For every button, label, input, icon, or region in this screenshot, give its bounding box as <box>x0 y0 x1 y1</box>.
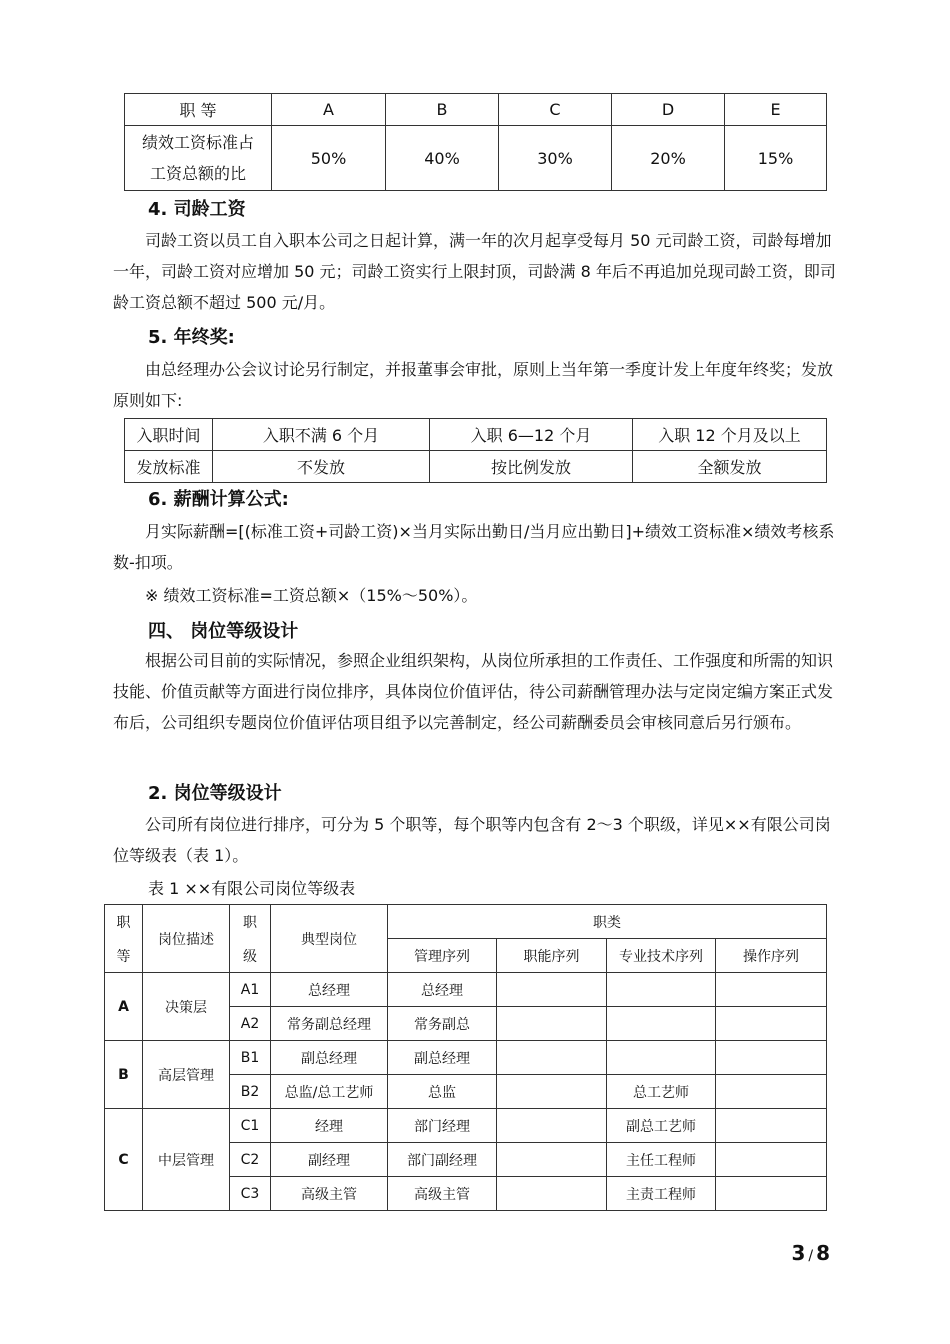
mgmt-cell: 常务副总 <box>388 1007 497 1041</box>
desc-cell: 高层管理 <box>143 1041 230 1109</box>
mgmt-cell: 总经理 <box>388 973 497 1007</box>
header-level <box>230 905 271 973</box>
table-cell: 50% <box>272 126 386 191</box>
table-cell: 入职不满 6 个月 <box>213 419 430 451</box>
mgmt-cell: 部门副经理 <box>388 1143 497 1177</box>
table-cell: 入职时间 <box>125 419 213 451</box>
typical-cell: 副总经理 <box>271 1041 388 1075</box>
table-cell: D <box>612 94 725 126</box>
grade-cell: C <box>105 1109 143 1211</box>
header-sub: 操作序列 <box>716 939 827 973</box>
table-cell: 职 等 <box>125 94 272 126</box>
func-cell <box>497 1109 607 1143</box>
level-cell: A1 <box>230 973 271 1007</box>
header-desc: 岗位描述 <box>143 905 230 973</box>
level-cell: B2 <box>230 1075 271 1109</box>
table-row <box>125 451 827 483</box>
func-cell <box>497 1041 607 1075</box>
op-cell <box>716 1041 827 1075</box>
header-text: 职 <box>243 914 257 931</box>
func-cell <box>497 1075 607 1109</box>
table-cell: A <box>272 94 386 126</box>
desc-cell: 决策层 <box>143 973 230 1041</box>
table-cell: 入职 6—12 个月 <box>430 419 633 451</box>
section-heading: 6. 薪酬计算公式: <box>148 489 289 510</box>
page-current: 3 <box>791 1241 806 1265</box>
tech-cell: 主任工程师 <box>607 1143 716 1177</box>
bonus-table <box>124 418 827 483</box>
typical-cell: 副经理 <box>271 1143 388 1177</box>
mgmt-cell: 总监 <box>388 1075 497 1109</box>
table-cell: C <box>499 94 612 126</box>
op-cell <box>716 973 827 1007</box>
section-heading: 四、 岗位等级设计 <box>148 621 299 642</box>
level-cell: C1 <box>230 1109 271 1143</box>
table-row <box>125 419 827 451</box>
table-cell: 15% <box>725 126 827 191</box>
level-cell: C3 <box>230 1177 271 1211</box>
row-label-line: 绩效工资标准占 <box>141 133 254 152</box>
op-cell <box>716 1007 827 1041</box>
table-cell: E <box>725 94 827 126</box>
paragraph: 由总经理办公会议讨论另行制定，并报董事会审批，原则上当年第一季度计发上年度年终奖；发放原则如下: <box>113 360 834 410</box>
typical-cell: 总监/总工艺师 <box>271 1075 388 1109</box>
level-cell: C2 <box>230 1143 271 1177</box>
paragraph: 根据公司目前的实际情况，参照企业组织架构，从岗位所承担的工作责任、工作强度和所需的知识技能、价值贡献等方面进行岗位排序，具体岗位价值评估，待公司薪酬管理办法与定岗定编方案正式发布后，公司组织专题岗位价值评估项目组予以完善制定，经公司薪酬委员会审核同意后另行颁布。 <box>113 651 834 732</box>
op-cell <box>716 1143 827 1177</box>
mgmt-cell: 副总经理 <box>388 1041 497 1075</box>
tech-cell: 总工艺师 <box>607 1075 716 1109</box>
table-cell: B <box>386 94 499 126</box>
formula-paragraph: 月实际薪酬=[(标准工资+司龄工资)×当月实际出勤日/当月应出勤日]+绩效工资标准×绩效考核系数-扣项。 <box>113 522 835 572</box>
section-heading: 2. 岗位等级设计 <box>148 783 282 804</box>
page-separator: / <box>808 1248 814 1264</box>
position-level-table <box>104 904 827 1211</box>
row-label-line: 工资总额的比 <box>149 164 246 183</box>
header-text: 等 <box>116 948 131 965</box>
tech-cell <box>607 1041 716 1075</box>
table-cell: 40% <box>386 126 499 191</box>
table-row <box>125 94 827 126</box>
grade-cell: A <box>105 973 143 1041</box>
op-cell <box>716 1075 827 1109</box>
header-text: 职 <box>116 914 131 931</box>
table-cell: 20% <box>612 126 725 191</box>
level-cell: B1 <box>230 1041 271 1075</box>
mgmt-cell: 部门经理 <box>388 1109 497 1143</box>
table-row <box>105 1109 827 1143</box>
func-cell <box>497 1177 607 1211</box>
tech-cell: 副总工艺师 <box>607 1109 716 1143</box>
paragraph: 公司所有岗位进行排序，可分为 5 个职等，每个职等内包含有 2～3 个职级，详见××有限公司岗位等级表（表 1）。 <box>113 815 831 865</box>
paragraph: 司龄工资以员工自入职本公司之日起计算，满一年的次月起享受每月 50 元司龄工资，司龄每增加一年，司龄工资对应增加 50 元；司龄工资实行上限封顶，司龄满 8 年后不再追加兑现司龄工资，即司龄工资总额不超过 500 元/月。 <box>113 231 836 312</box>
typical-cell: 经理 <box>271 1109 388 1143</box>
header-sub: 职能序列 <box>497 939 607 973</box>
typical-cell: 总经理 <box>271 973 388 1007</box>
table-row <box>125 126 827 191</box>
op-cell <box>716 1109 827 1143</box>
func-cell <box>497 973 607 1007</box>
header-sub: 管理序列 <box>388 939 497 973</box>
tech-cell <box>607 973 716 1007</box>
table-cell: 不发放 <box>213 451 430 483</box>
table-cell: 30% <box>499 126 612 191</box>
table-cell: 入职 12 个月及以上 <box>633 419 827 451</box>
op-cell <box>716 1177 827 1211</box>
desc-cell: 中层管理 <box>143 1109 230 1211</box>
table-cell: 全额发放 <box>633 451 827 483</box>
level-cell: A2 <box>230 1007 271 1041</box>
func-cell <box>497 1143 607 1177</box>
section-heading: 4. 司龄工资 <box>148 199 246 220</box>
row-label-cell <box>125 126 272 191</box>
formula-note: ※ 绩效工资标准=工资总额×（15%～50%）。 <box>145 586 478 605</box>
section-heading: 5. 年终奖: <box>148 327 235 348</box>
typical-cell: 高级主管 <box>271 1177 388 1211</box>
grade-cell: B <box>105 1041 143 1109</box>
header-typical: 典型岗位 <box>271 905 388 973</box>
tech-cell: 主责工程师 <box>607 1177 716 1211</box>
typical-cell: 常务副总经理 <box>271 1007 388 1041</box>
mgmt-cell: 高级主管 <box>388 1177 497 1211</box>
tech-cell <box>607 1007 716 1041</box>
table-row <box>105 973 827 1007</box>
header-category: 职类 <box>388 905 827 939</box>
page-total: 8 <box>816 1241 830 1265</box>
header-text: 级 <box>243 948 257 965</box>
table-cell: 按比例发放 <box>430 451 633 483</box>
table-caption: 表 1 ××有限公司岗位等级表 <box>148 879 356 898</box>
table-header-row <box>105 905 827 939</box>
func-cell <box>497 1007 607 1041</box>
page-number <box>791 1241 830 1265</box>
table-row <box>105 1041 827 1075</box>
header-sub: 专业技术序列 <box>607 939 716 973</box>
header-grade <box>105 905 143 973</box>
table-cell: 发放标准 <box>125 451 213 483</box>
grade-ratio-table <box>124 93 827 191</box>
